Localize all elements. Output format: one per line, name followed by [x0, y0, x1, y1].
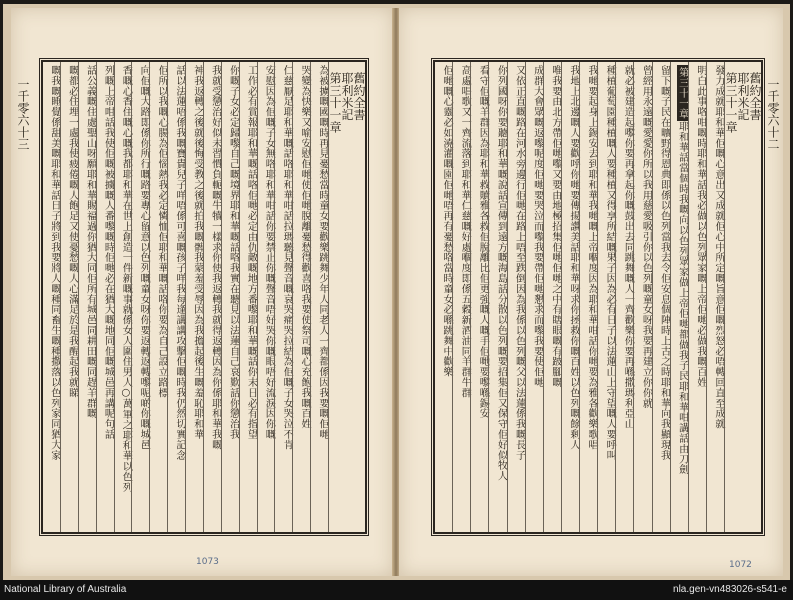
left-header-column: [328, 62, 365, 532]
text-column: 成群大會眾嘅返嚟呢度佢哋要哭泣而嚟我要帶佢哋懇求而嚟我要使佢哋: [525, 62, 543, 532]
right-header-title: 舊約全書: [748, 72, 762, 121]
text-column: 種植葡萄園種植嘅人要種植又得享所結嘅果子因為必有日子以法蓮山上守望嘅人要呼叫: [597, 62, 615, 532]
text-column: 神我返轉之後就後悔受教之後就拍我嘅髀我蒙羞受辱因為我擔起後生嘅羞恥耶和華: [185, 62, 203, 532]
text-column: 向佢嘅大路即係你所行嘅路要專心留意以色列嘅童女呀你要返轉返轉嚟呢啲你嘅城邑: [131, 62, 149, 532]
left-text-columns: [43, 62, 365, 532]
text-column: 哭變為快樂又喻安慰佢哋使佢哋脫離憂愁得歡喜咯我要使祭司嘅心充飽我嘅百姓: [292, 62, 310, 532]
left-header-book: 耶利米記: [340, 72, 354, 121]
right-header-column: [724, 62, 761, 532]
text-column: 佢所以我嘅心腸為佢惱熱我必定憐恤佢耶和華嘅話咯你要為自己設立路標: [149, 62, 167, 532]
left-text-frame: [41, 60, 367, 534]
text-column: 第三十一章耶和華話當個時我嘅向以色列眾家做上帝佢哋都做我子民耶和華咁講話由刀劍: [670, 62, 688, 532]
text-column: 留下嘅子民在曠野得恩典即係以色列當我去令佢安息個陣時上古之時耶和華向我顯現我: [652, 62, 670, 532]
text-column: 我就受懲治好似未習慣負軛嘅牛犢一樣求你使我返轉我就得返轉因為你係耶和華我嘅: [203, 62, 221, 532]
right-text-columns: [435, 62, 761, 532]
text-column: 我哋要起身上錫安去到耶和華我哋嘅上帝嗰度因為耶和華咁話你哋要為雅各歡樂歌唱: [579, 62, 597, 532]
archive-footer: [0, 580, 793, 600]
right-pencil-number: 1072: [729, 560, 752, 570]
text-column: 你列國呀你要聽耶和華嘅說話宣傳到遠方嘅海島話分散以色列嘅要招集佢又保守佢好似牧人: [488, 62, 506, 532]
left-header-chapter: 第三十一章: [328, 72, 342, 133]
left-page-number: 一千零六十三: [16, 78, 30, 150]
left-header-title: 舊約全書: [352, 72, 366, 121]
text-column: 佢哋嘅心靈必如澆灌嘅園佢哋唔再有憂愁咯當時童女必喺跳舞中歡樂: [441, 65, 453, 377]
text-column: 高處唱歌又一齊流落到耶和華仁慈嘅好處嗰度即係五穀新酒油同羊群牛群: [452, 62, 470, 532]
text-column: 明白此事咯咁嘅時耶和華話我必做以色列眾家嘅上帝佢哋必做我嘅百姓: [688, 62, 706, 532]
text-column: 你嘅子女必定歸嚟自己嘅境界耶和華嘅話咯我實在聽見以法蓮自己哀歎話你懲治我: [221, 62, 239, 532]
text-column: 嘅都必住埋一處我使疲倦嘅人飽足又使憂愁嘅人心滿足於是我醒起我就睇: [60, 62, 78, 532]
book-spread: [3, 4, 790, 580]
text-column: 嘅我嘅睡覺係甜美嘅耶和華話日子將到我要將人嘅種同畜生嘅種撒落以色列家同猶大家: [48, 65, 60, 461]
left-page: [11, 8, 393, 576]
footer-item-id: nla.gen-vn483026-s541-e: [673, 584, 787, 595]
right-header-chapter: 第三十一章: [724, 72, 738, 133]
text-column: 工作必有賞報耶和華嘅話咯佢哋必定由仇敵嘅地方番嚟耶和華嘅話你末日必有指望: [239, 62, 257, 532]
right-header-book: 耶利米記: [736, 72, 750, 121]
right-page-number: 一千零六十二: [766, 78, 780, 150]
text-column: 唯我要由北方帶佢哋嚟又要由地極招集佢哋佢哋之中有瞎眼嘅有跛腳嘅: [543, 62, 561, 532]
right-page: [399, 8, 783, 576]
text-column: 發力成就耶和華佢嘅心意出又成就佢心中所定嘅旨意佢嘅烈怒必唔轉回直至成就: [706, 62, 724, 532]
right-text-frame: [433, 60, 763, 534]
text-column: 我地上北邊嘅人要歡呼你哋要傳揚讚美話耶和華呀求你拯救你嘅百姓以色列嘅餘剩人: [561, 62, 579, 532]
footer-library-name: National Library of Australia: [4, 584, 127, 595]
text-column: 就必被建造起嚟你要再拿起你嘅鼓出去同跳舞嘅人一齊歡樂你要再喺撒瑪利亞山: [615, 62, 633, 532]
text-column: 曾經用永遠嘅愛愛你所以我用慈愛吸引你以色列嘅童女呀我要再建立你你就: [633, 62, 651, 532]
text-column: 安慰因為佢嘅子女無咯耶和華咁話你要禁止你嘅聲音唔好哭你嘅眼唔好流淚因你嘅: [257, 62, 275, 532]
text-column: 香嘅心香住嘅心嘅我都耶和華在世上創造一件新嘅事就係女人圍住男人○萬軍之耶和華以色列: [114, 62, 132, 532]
text-column: 列嘅上帝咁話我使佢嘅被擄嘅人番嚟嘅時佢哋必在猶大嘅地同佢嘅城邑再講呢句話: [96, 62, 114, 532]
text-column: 話公義嘅住處聖山呀願耶和華賜福過你猶大同佢所有城邑同耕田嘅同趕羊群嘅: [78, 62, 96, 532]
text-column: 看守佢嘅羊群因為耶和華救贖雅各救佢脫離比佢更強嘅人嘅手佢哋要嚟喺錫安: [470, 62, 488, 532]
text-column: 仁慈厭足耶和華嘅話咯耶和華咁話拉瑪聽見聲音嘅哀哭痛哭拉結為佢嘅子女哭泣不肯: [274, 62, 292, 532]
text-column: 為被擄嘅國嘅時再見憂愁當時童女要歡樂跳舞少年人同老人一齊都係因我要嘅佢哋: [310, 62, 328, 532]
chapter-marker: 第三十一章: [676, 67, 688, 119]
text-column: 又依正直嘅路在河水旁邊行佢哋在路上唔至跌倒因為我係以色列嘅父以法蓮係我嘅長子: [507, 62, 525, 532]
text-column: 話以法蓮唔係我嘅寶貴兒子咩唔係可喜嘅孩子咩我每逢講講攻擊佢嘅時我仍然切實記念: [167, 62, 185, 532]
left-pencil-number: 1073: [196, 557, 219, 567]
